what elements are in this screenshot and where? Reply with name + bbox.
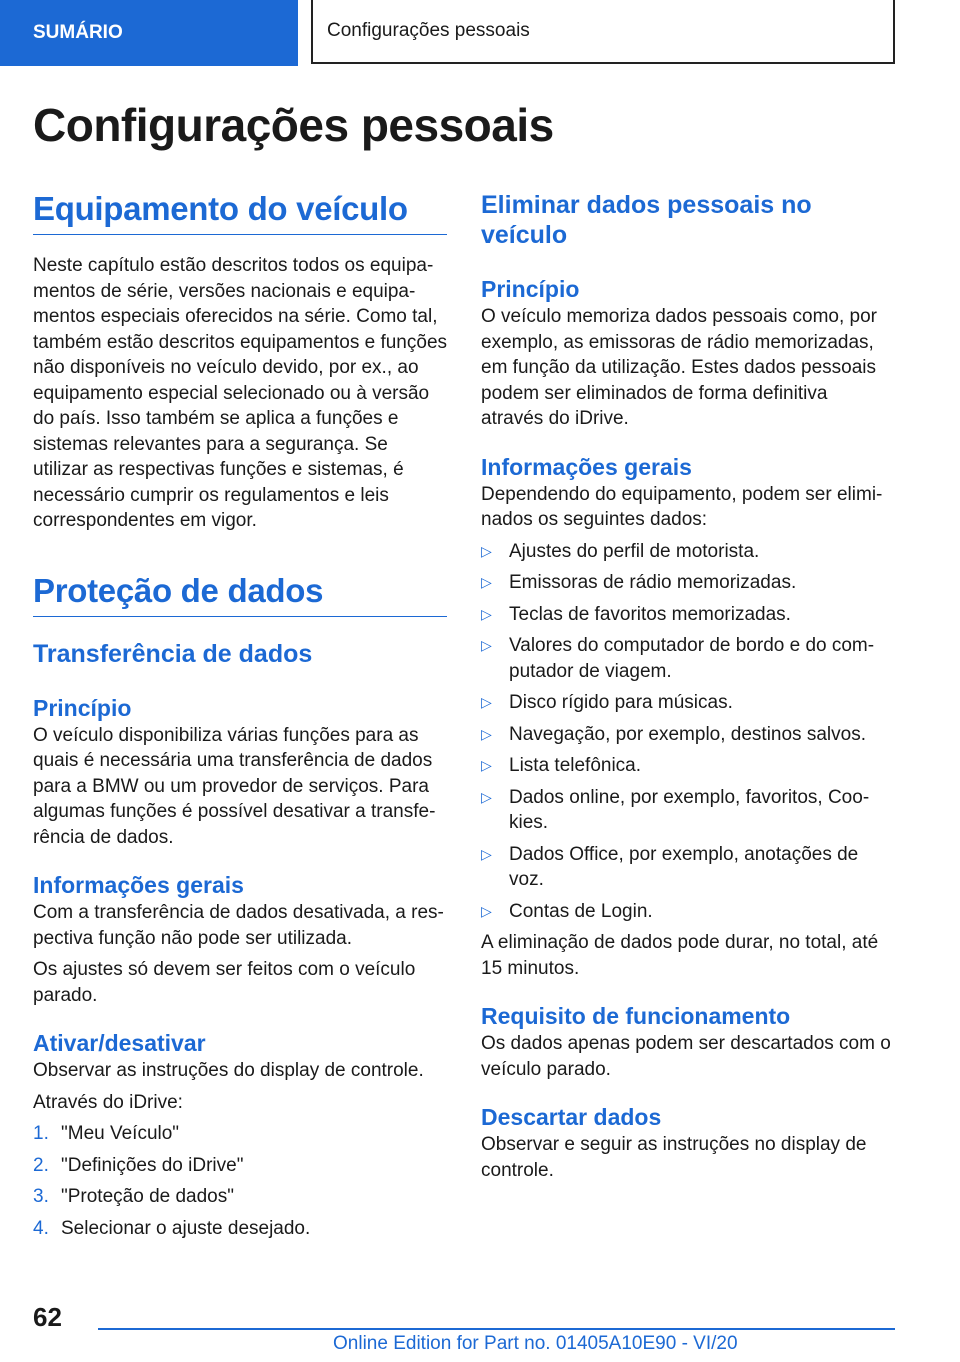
data-transfer-heading: Transferência de dados bbox=[33, 639, 313, 668]
list-item bbox=[481, 722, 893, 748]
right-column bbox=[481, 190, 893, 1183]
duration-text: A eliminação de dados pode durar, no total, até 15 minutos. bbox=[481, 932, 879, 979]
page-header bbox=[0, 0, 960, 66]
triangle-bullet-icon: ▷ bbox=[481, 542, 492, 559]
list-item bbox=[33, 1216, 447, 1242]
principle-text: O veículo memoriza dados pessoais como, por exemplo, as emissoras de rádio memorizadas, em função da utilização. Estes dados pessoais podem ser eliminados de forma definitiva através do iDrive. bbox=[481, 306, 878, 429]
list-item bbox=[481, 899, 893, 925]
left-column bbox=[33, 190, 447, 1241]
deletable-data-list bbox=[481, 539, 893, 925]
activate-text: Através do iDrive: bbox=[33, 1091, 183, 1113]
list-item bbox=[481, 570, 893, 596]
principle-heading: Princípio bbox=[481, 276, 580, 302]
triangle-bullet-icon: ▷ bbox=[481, 788, 492, 805]
summary-tab[interactable]: SUMÁRIO bbox=[0, 0, 298, 66]
list-item-text: Emissoras de rádio memorizadas. bbox=[509, 572, 797, 593]
list-item bbox=[481, 842, 893, 893]
list-item bbox=[481, 690, 893, 716]
triangle-bullet-icon: ▷ bbox=[481, 902, 492, 919]
step-text: "Meu Veículo" bbox=[61, 1123, 180, 1144]
principle-text: O veículo disponibiliza várias funções para as quais é necessária uma transferência de dados para a BMW ou um provedor de serviços. Para algumas funções é possível desativar a transferência de dados. bbox=[33, 724, 436, 848]
triangle-bullet-icon: ▷ bbox=[481, 725, 492, 742]
discard-data-heading: Descartar dados bbox=[481, 1104, 662, 1130]
current-section-tab: Configurações pessoais bbox=[311, 0, 895, 64]
triangle-bullet-icon: ▷ bbox=[481, 605, 492, 622]
list-item-text: Navegação, por exemplo, destinos salvos. bbox=[509, 723, 866, 745]
edition-text: Online Edition for Part no. 01405A10E90 - VI/20 bbox=[333, 1333, 738, 1354]
requirement-heading: Requisito de funcionamento bbox=[481, 1003, 791, 1029]
triangle-bullet-icon: ▷ bbox=[481, 845, 492, 862]
list-item-text: Dados Office, por exemplo, anotações de voz. bbox=[509, 843, 859, 890]
general-info-text: Dependendo do equipamento, podem ser eliminados os seguintes dados: bbox=[481, 483, 883, 530]
list-item bbox=[481, 602, 893, 628]
list-item bbox=[33, 1121, 447, 1147]
list-item bbox=[481, 633, 893, 684]
equipment-heading: Equipamento do veículo bbox=[33, 190, 447, 235]
list-item bbox=[481, 785, 893, 836]
requirement-text: Os dados apenas podem ser descartados com o veículo parado. bbox=[481, 1033, 891, 1080]
delete-personal-data-heading: Eliminar dados pessoais no veículo bbox=[481, 191, 812, 249]
activate-deactivate-heading: Ativar/desativar bbox=[33, 1030, 206, 1056]
general-info-text: Os ajustes só devem ser feitos com o veículo parado. bbox=[33, 959, 416, 1006]
step-text: "Definições do iDrive" bbox=[61, 1154, 244, 1176]
data-protection-heading: Proteção de dados bbox=[33, 572, 447, 617]
list-item-text: Ajustes do perfil de motorista. bbox=[509, 540, 760, 562]
step-text: Selecionar o ajuste desejado. bbox=[61, 1217, 311, 1239]
list-item-text: Disco rígido para músicas. bbox=[509, 692, 733, 713]
list-item-text: Dados online, por exemplo, favoritos, Cookies. bbox=[509, 786, 870, 833]
triangle-bullet-icon: ▷ bbox=[481, 637, 492, 653]
list-item-text: Valores do computador de bordo e do computador de viagem. bbox=[509, 635, 875, 682]
triangle-bullet-icon: ▷ bbox=[481, 757, 492, 773]
general-info-heading: Informações gerais bbox=[33, 872, 244, 898]
discard-data-text: Observar e seguir as instruções no display de controle. bbox=[481, 1134, 867, 1181]
principle-heading: Princípio bbox=[33, 694, 132, 721]
step-text: "Proteção de dados" bbox=[61, 1186, 234, 1207]
list-item bbox=[33, 1153, 447, 1179]
list-item-text: Lista telefônica. bbox=[509, 755, 642, 776]
list-item-text: Teclas de favoritos memorizadas. bbox=[509, 603, 791, 625]
list-item bbox=[481, 753, 893, 779]
step-number: 3. bbox=[33, 1186, 49, 1207]
activate-text: Observar as instruções do display de controle. bbox=[33, 1060, 424, 1081]
steps-list bbox=[33, 1121, 447, 1241]
step-number: 4. bbox=[33, 1217, 49, 1239]
page-number: 62 bbox=[33, 1302, 62, 1332]
triangle-bullet-icon: ▷ bbox=[481, 574, 492, 590]
general-info-text: Com a transferência de dados desativada, a respectiva função não pode ser utilizada. bbox=[33, 902, 444, 949]
step-number: 1. bbox=[33, 1123, 49, 1144]
footer-divider bbox=[98, 1328, 895, 1330]
equipment-text: Neste capítulo estão descritos todos os equipamentos de série, versões nacionais e equipamentos especiais oferecidos na série. Como tal, também estão descritos equipamentos e funções não disponíveis no veículo devido, por ex., ao equipamento especial selecionado ou à versão do país. Isso também se aplica a funções e sistemas relevantes para a segurança. Se utilizar as respectivas funções e sistemas, é necessário cumprir os regulamentos e leis correspondentes em vigor. bbox=[33, 255, 448, 531]
general-info-heading: Informações gerais bbox=[481, 453, 692, 480]
step-number: 2. bbox=[33, 1154, 49, 1176]
page-title: Configurações pessoais bbox=[33, 99, 554, 151]
triangle-bullet-icon: ▷ bbox=[481, 694, 492, 710]
list-item bbox=[481, 539, 893, 565]
list-item-text: Contas de Login. bbox=[509, 900, 653, 922]
list-item bbox=[33, 1184, 447, 1210]
